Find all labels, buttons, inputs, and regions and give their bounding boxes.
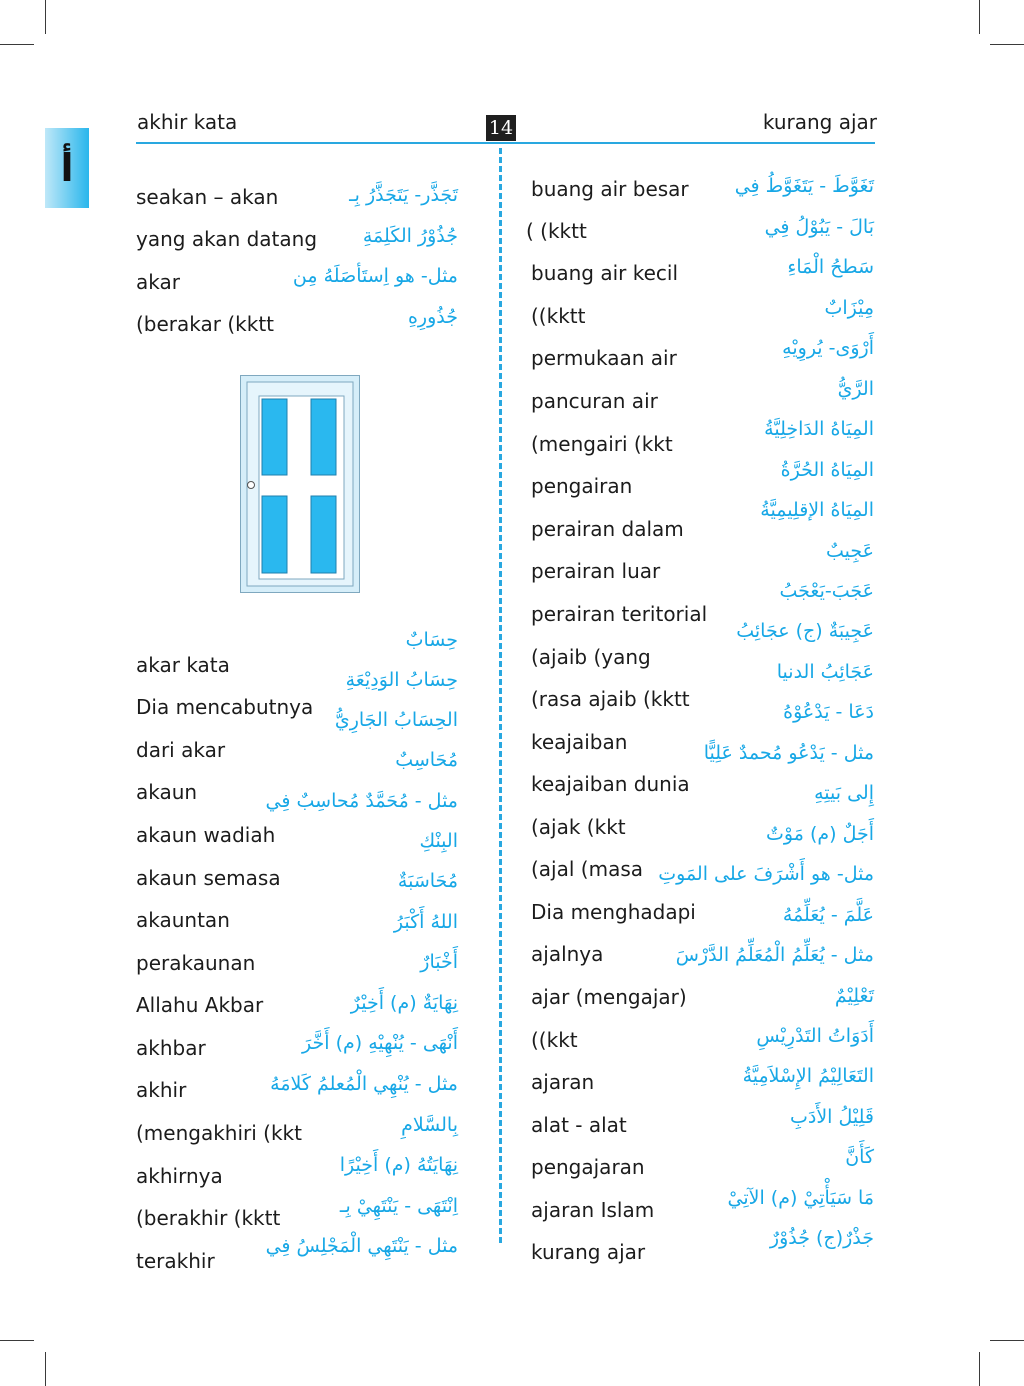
entry-malay: akhirnya: [136, 1164, 223, 1188]
thumb-index-tab: [45, 128, 89, 208]
entry-malay: pancuran air: [531, 389, 658, 413]
entry-malay: (ajak (kkt: [531, 815, 626, 839]
entry-arabic: مثل - يَنْتَهِي الْمَجْلِسُ فِي: [265, 1235, 458, 1257]
entry-malay: akar: [136, 270, 180, 294]
crop-mark: [990, 1340, 1024, 1341]
entry-malay: ( (kktt: [526, 219, 587, 243]
entry-malay: ajar (mengajar): [531, 985, 687, 1009]
entry-malay: pengairan: [531, 474, 633, 498]
entry-malay: (berakar (kktt: [136, 312, 274, 336]
entry-arabic: أَدَوَاتُ التَدْرِيْسِ: [756, 1025, 874, 1047]
entry-arabic: جُذُوْرُ الكَلِمَةِ: [362, 225, 458, 247]
entry-arabic: الرَّيُّ: [837, 378, 874, 400]
entry-arabic: مثل - يُعَلِّمُ الْمُعَلِّمُ الدَّرْسَ: [675, 944, 874, 966]
entry-malay: (rasa ajaib (kktt: [531, 687, 690, 711]
page-number: 14: [486, 115, 516, 141]
thumb-index-letter: ﺃ: [60, 146, 74, 190]
entry-malay: permukaan air: [531, 346, 677, 370]
entry-malay: perairan teritorial: [531, 602, 708, 626]
entry-malay: akaun semasa: [136, 866, 281, 890]
entry-arabic: المِيَاهُ الدَاخِلِيَّةُ: [764, 418, 874, 440]
entry-arabic: بِالسَّلامِ: [401, 1114, 458, 1136]
entry-arabic: عَجَائِبُ الدنيا: [776, 661, 874, 683]
entry-malay: ((kkt: [531, 1028, 578, 1052]
entry-arabic: الحِسَابُ الجَارِيُّ: [334, 709, 458, 731]
crop-mark: [0, 1340, 34, 1341]
entry-arabic: تَعْلِيْمٌ: [834, 985, 874, 1007]
entry-arabic: تَجَذَّر- يَتَجَذَّرُ بِـ: [349, 184, 458, 206]
entry-malay: (berakhir (kktt: [136, 1206, 281, 1230]
header-guide-word-right: kurang ajar: [762, 110, 877, 134]
entry-malay: (mengakhiri (kkt: [136, 1121, 302, 1145]
crop-mark: [979, 0, 980, 34]
entry-malay: (ajal (masa: [531, 857, 644, 881]
entry-arabic: عَجِيبٌ: [826, 540, 874, 562]
entry-arabic: مَا سَيَأْتِيْ (م) الآتِيْ: [727, 1187, 874, 1209]
crop-mark: [990, 44, 1024, 45]
entry-arabic: نِهَايَتُهُ (م) أَخِيْرًا: [339, 1154, 458, 1176]
entry-malay: dari akar: [136, 738, 226, 762]
entry-arabic: حِسَابٌ: [405, 629, 458, 651]
entry-malay: ajalnya: [531, 942, 604, 966]
entry-malay: kurang ajar: [531, 1240, 646, 1264]
entry-arabic: بَالَ - يَبُوْلُ فِي: [764, 216, 874, 238]
entry-arabic: عَلَّمَ - يُعَلِّمُهُ: [782, 904, 874, 926]
door-illustration: [240, 375, 360, 593]
column-divider: [499, 148, 502, 1243]
entry-malay: Dia menghadapi: [531, 900, 696, 924]
crop-mark: [979, 1352, 980, 1386]
entry-arabic: عَجِيبَةٌ (ج) عجَائِبُ: [736, 620, 874, 642]
entry-arabic: نِهَايَةٌ (م) أَخِيْرٌ: [350, 992, 458, 1014]
entry-arabic: المِيَاهُ الإقلِيمِيَّةُ: [760, 499, 874, 521]
entry-arabic: البِنْكِ: [419, 830, 458, 852]
entry-malay: (mengairi (kkt: [531, 432, 673, 456]
crop-mark: [45, 0, 46, 34]
header-rule: [136, 142, 875, 144]
entry-malay: terakhir: [136, 1249, 215, 1273]
entry-arabic: سَطحُ الْمَاءِ: [787, 256, 874, 278]
entry-arabic: مثل - مُحَمَّدٌ مُحاسِبٌ فِي: [265, 790, 458, 812]
entry-malay: Dia mencabutnya: [136, 695, 314, 719]
entry-malay: akauntan: [136, 908, 230, 932]
entry-arabic: أَخْبَارٌ: [420, 951, 458, 973]
entry-arabic: أَرْوَى- يُروِيْهِ: [782, 337, 874, 359]
entry-arabic: جُذُورِهِ: [407, 306, 458, 328]
crop-mark: [0, 44, 34, 45]
entry-malay: pengajaran: [531, 1155, 645, 1179]
entry-malay: (ajaib (yang: [531, 645, 651, 669]
entry-arabic: إِلى بَيتِهِ: [814, 782, 874, 804]
entry-arabic: مُحَاسَبَةٌ: [397, 870, 458, 892]
entry-arabic: اللهُ أَكْبَرُ: [393, 911, 458, 933]
entry-malay: alat - alat: [531, 1113, 627, 1137]
entry-malay: perairan luar: [531, 559, 661, 583]
entry-malay: buang air besar: [531, 177, 689, 201]
entry-malay: akhbar: [136, 1036, 206, 1060]
entry-malay: akar kata: [136, 653, 230, 677]
entry-arabic: مثل - يُنْهِي الْمُعلمُ كَلامَهُ: [270, 1073, 458, 1095]
entry-arabic: جَذْرٌ(ج) جُذُوْرٌ: [769, 1227, 874, 1249]
entry-arabic: مِيْزَابٌ: [824, 297, 874, 319]
entry-malay: keajaiban: [531, 730, 628, 754]
entry-arabic: مثل - يَدْعُو مُحمدٌ عَلِيًّا: [703, 742, 874, 764]
entry-arabic: حِسَابُ الوَدِيْعَةِ: [345, 669, 458, 691]
entry-arabic: عَجَبَ-يَعْجَبُ: [779, 580, 874, 602]
entry-malay: keajaiban dunia: [531, 772, 690, 796]
entry-arabic: دَعَا - يَدْعُوْهُ: [783, 701, 874, 723]
entry-arabic: مُحَاسِبٌ: [395, 749, 458, 771]
entry-malay: ajaran Islam: [531, 1198, 655, 1222]
entry-arabic: التَعَالِيْمُ الإِسْلاَمِيَّةُ: [742, 1065, 874, 1087]
entry-malay: yang akan datang: [136, 227, 318, 251]
entry-arabic: أَجَلٌ (م) مَوْتٌ: [766, 823, 874, 845]
crop-mark: [45, 1352, 46, 1386]
entry-malay: ((kktt: [531, 304, 586, 328]
entry-malay: akhir: [136, 1078, 187, 1102]
entry-arabic: قَلِيْلُ الأَدَبِ: [790, 1106, 874, 1128]
entry-malay: seakan – akan: [136, 185, 279, 209]
entry-arabic: مثل- هو اِستَأصَلَهُ مِن: [292, 265, 458, 287]
header-guide-word-left: akhir kata: [137, 110, 238, 134]
entry-malay: akaun wadiah: [136, 823, 276, 847]
entry-malay: akaun: [136, 780, 198, 804]
entry-arabic: أَنْهَى - يُنْهِيْهِ (م) أَخَّرَ: [302, 1032, 458, 1054]
entry-arabic: كَأَنَّ: [845, 1146, 874, 1168]
entry-malay: perairan dalam: [531, 517, 684, 541]
entry-malay: perakaunan: [136, 951, 256, 975]
entry-malay: ajaran: [531, 1070, 595, 1094]
entry-arabic: تَغَوَّطَ - يَتَغَوَّطُ فِي: [734, 175, 874, 197]
entry-malay: Allahu Akbar: [136, 993, 264, 1017]
entry-arabic: مثل- هو أَشْرَفَ على المَوتِ: [658, 863, 874, 885]
entry-arabic: اِنْتَهَى - يَنْتَهِيْ بِـ: [339, 1195, 458, 1217]
entry-malay: buang air kecil: [531, 261, 679, 285]
entry-arabic: المِيَاهُ الحُرَّةُ: [780, 459, 874, 481]
